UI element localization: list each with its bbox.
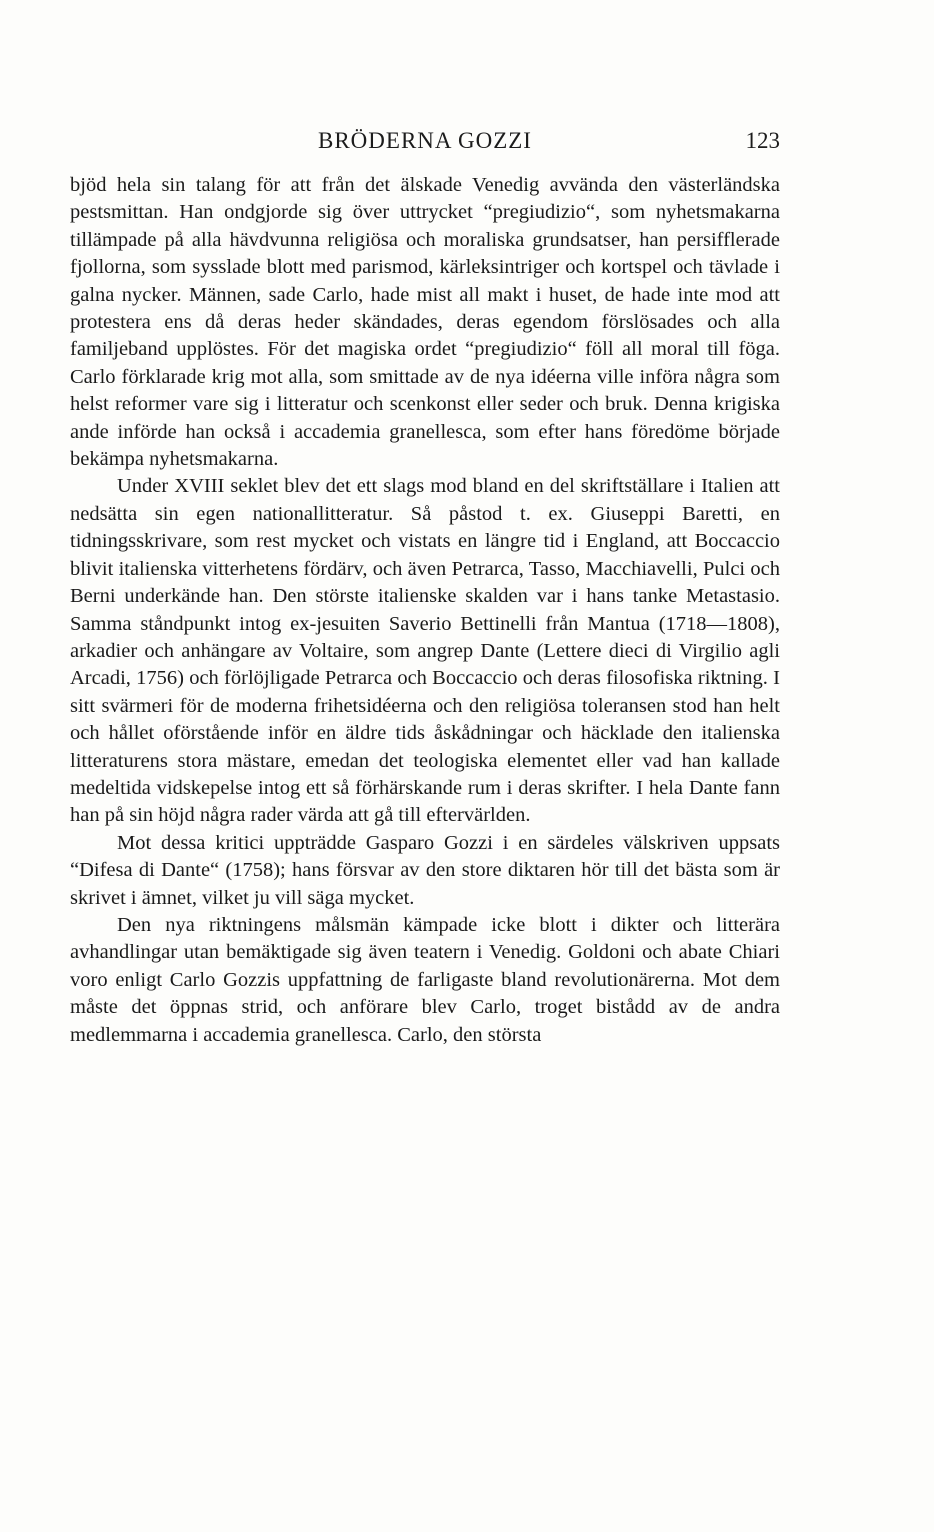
page-number: 123	[745, 128, 780, 153]
running-title: BRÖDERNA GOZZI	[318, 128, 532, 153]
body-text	[70, 172, 780, 1049]
paragraph-continued: bjöd hela sin talang för att från det älskade Venedig avvända den västerländska pestsmittan. Han ondgjorde sig över uttrycket “pregiudizio“, som nyhetsmakarna tillämpade på alla hävdvunna religiösa och moraliska grundsatser, han persifflerade fjollorna, som sysslade blott med parismod, kärleksintriger och kortspel och tävlade i galna nycker. Männen, sade Carlo, hade mist all makt i huset, de hade inte mod att protestera ens då deras heder skändades, deras egendom förslösades och alla familjeband upplöstes. För det magiska ordet “pregiudizio“ föll all moral till föga. Carlo förklarade krig mot alla, som smittade av de nya idéerna ville införa några som helst reformer vare sig i litteratur och scenkonst eller seder och bruk. Denna krigiska ande införde han också i accademia granellesca, som efter hans föredöme började bekämpa nyhetsmakarna.	[70, 174, 780, 471]
page-header	[70, 128, 780, 164]
paragraph: Under XVIII seklet blev det ett slags mod bland en del skriftställare i Italien att nedsätta sin egen nationallitteratur. Så påstod t. ex. Giuseppi Baretti, en tidningsskrivare, som rest mycket och vistats en längre tid i England, att Boccaccio blivit italienska vitterhetens fördärv, och även Petrarca, Tasso, Macchiavelli, Pulci och Berni underkände han. Den störste italienske skalden var i hans tanke Metastasio. Samma ståndpunkt intog ex-jesuiten Saverio Bettinelli från Mantua (1718—1808), arkadier och anhängare av Voltaire, som angrep Dante (Lettere dieci di Virgilio agli Arcadi, 1756) och förlöjligade Petrarca och Boccaccio och deras filosofiska riktning. I sitt svärmeri för de moderna frihetsidéerna och den religiösa toleransen stod han helt och hållet oförstående inför en äldre tids åskådningar och häcklade den italienska litteraturens stora mästare, emedan det teologiska elementet eller vad han kallade medeltida vidskepelse intog ett så förhärskande rum i deras skrifter. I hela Dante fann han på sin höjd några rader värda att gå till eftervärlden.	[70, 475, 780, 827]
paragraph: Den nya riktningens målsmän kämpade icke blott i dikter och litterära avhandlingar utan bemäktigade sig även teatern i Venedig. Goldoni och abate Chiari voro enligt Carlo Gozzis uppfattning de farligaste bland revolutionärerna. Mot dem måste det öppnas strid, och anförare blev Carlo, troget bistådd av de andra medlemmarna i accademia granellesca. Carlo, den största	[70, 913, 780, 1046]
paragraph: Mot dessa kritici uppträdde Gasparo Gozzi i en särdeles välskriven uppsats “Difesa di Dante“ (1758); hans försvar av den store diktaren hör till det bästa som är skrivet i ämnet, vilket ju vill säga mycket.	[70, 831, 780, 909]
